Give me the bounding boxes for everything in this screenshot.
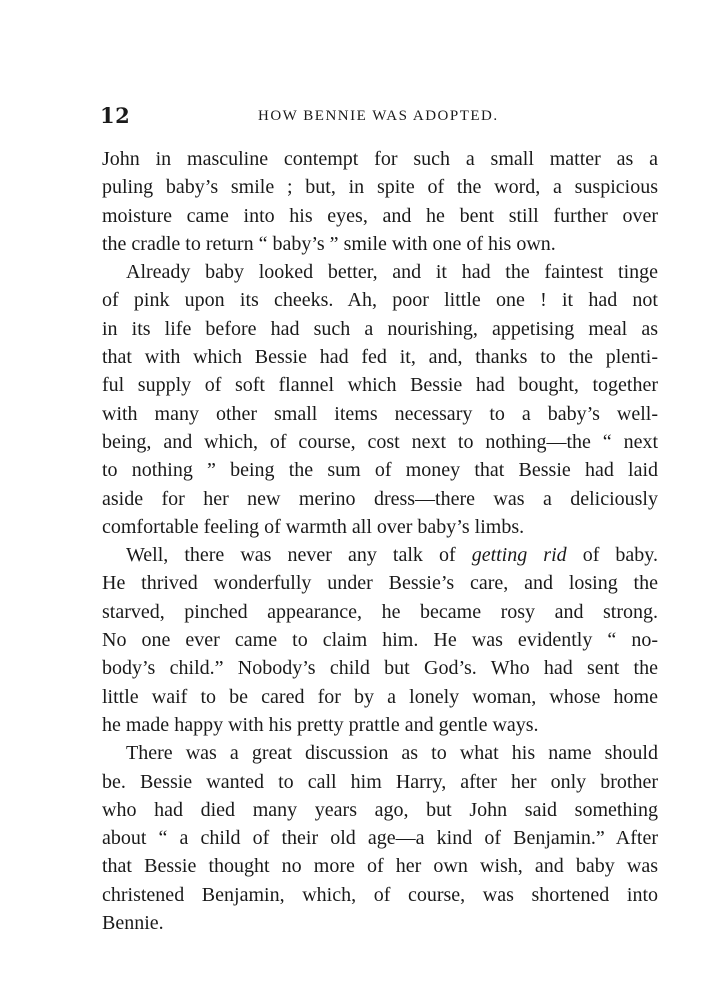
text-line: to nothing ” being the sum of money that Bessie had laid <box>102 459 658 482</box>
text-line: little waif to be cared for by a lonely woman, whose home <box>102 685 658 708</box>
text-line: starved, pinched appearance, he became rosy and strong. <box>102 600 658 623</box>
running-title: HOW BENNIE WAS ADOPTED. <box>258 108 499 124</box>
text-line: puling baby’s smile ; but, in spite of the word, a suspicious <box>102 176 658 199</box>
page-number: 12 <box>100 103 131 128</box>
text-segment: Well, there was never any talk of <box>126 544 472 567</box>
text-line: Bennie. <box>102 912 164 935</box>
text-line: about “ a child of their old age—a kind of Benjamin.” After <box>102 827 658 850</box>
text-line: aside for her new merino dress—there was a deliciously <box>102 487 658 510</box>
text-line: he made happy with his pretty prattle and gentle ways. <box>102 713 539 736</box>
text-line: of pink upon its cheeks. Ah, poor little one ! it had not <box>102 289 658 312</box>
text-line: being, and which, of course, cost next to nothing—the “ next <box>102 430 658 453</box>
text-line: christened Benjamin, which, of course, was shortened into <box>102 883 658 906</box>
text-line: that Bessie thought no more of her own wish, and baby was <box>102 855 658 878</box>
text-line: John in masculine contempt for such a small matter as a <box>102 148 658 170</box>
text-line: with many other small items necessary to a baby’s well- <box>102 402 658 425</box>
text-line: moisture came into his eyes, and he bent still further over <box>102 204 658 227</box>
text-line: body’s child.” Nobody’s child but God’s. Who had sent the <box>102 657 658 680</box>
text-line: the cradle to return “ baby’s ” smile with one of his own. <box>102 232 556 255</box>
text-line <box>102 541 658 569</box>
text-line: There was a great discussion as to what his name should <box>126 742 658 765</box>
text-line: He thrived wonderfully under Bessie’s care, and losing the <box>102 572 658 595</box>
text-line: ful supply of soft flannel which Bessie had bought, together <box>102 374 658 397</box>
text-segment: of baby. <box>566 544 658 567</box>
text-line: who had died many years ago, but John said something <box>102 798 658 821</box>
text-line: in its life before had such a nourishing, appetising meal as <box>102 317 658 340</box>
body-text <box>102 145 658 937</box>
italic-emphasis: getting rid <box>471 544 567 567</box>
text-line: be. Bessie wanted to call him Harry, after her only brother <box>102 770 658 793</box>
running-head <box>100 103 658 127</box>
text-line: No one ever came to claim him. He was evidently “ no- <box>102 629 658 652</box>
text-line: that with which Bessie had fed it, and, thanks to the plenti- <box>102 346 658 369</box>
text-line: Already baby looked better, and it had the faintest tinge <box>126 261 658 284</box>
text-line: comfortable feeling of warmth all over baby’s limbs. <box>102 515 525 538</box>
